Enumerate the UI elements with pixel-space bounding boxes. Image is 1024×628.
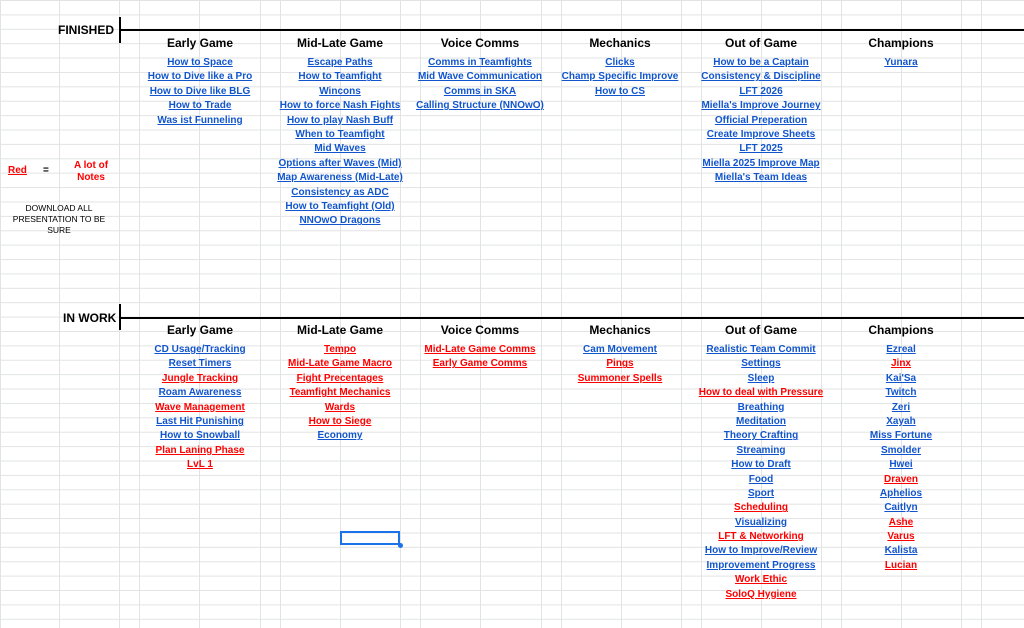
topic-list <box>831 56 971 70</box>
topic-link[interactable]: Wincons <box>319 85 361 97</box>
topic-list <box>130 56 270 128</box>
topic-link[interactable]: Varus <box>887 531 915 543</box>
topic-link[interactable]: Comms in SKA <box>443 85 517 97</box>
topic-list <box>691 56 831 186</box>
topic-link[interactable]: Cam Movement <box>583 344 657 355</box>
topic-link[interactable]: Clicks <box>605 57 635 68</box>
column-header: Early Game <box>166 323 234 337</box>
topic-link[interactable]: Miella's Improve Journey <box>701 100 821 112</box>
topic-link[interactable]: Mid Wave Communication <box>417 71 543 83</box>
column-header: Mid-Late Game <box>296 36 383 50</box>
topic-link[interactable]: Escape Paths <box>307 57 373 68</box>
topic-link[interactable]: Mid-Late Game Macro <box>288 358 392 370</box>
topic-link[interactable]: LvL 1 <box>187 459 213 471</box>
topic-link[interactable]: Yunara <box>884 57 918 68</box>
topic-link[interactable]: Comms in Teamfights <box>428 57 532 68</box>
topic-link[interactable]: How to Space <box>167 57 233 68</box>
fill-handle[interactable] <box>398 543 403 548</box>
topic-link[interactable]: Summoner Spells <box>577 372 663 384</box>
column-header: Early Game <box>166 36 234 50</box>
topic-link[interactable]: LFT & Networking <box>718 531 804 543</box>
column-header: Champions <box>868 323 934 337</box>
topic-link[interactable]: Was ist Funneling <box>157 114 243 126</box>
topic-link[interactable]: Settings <box>741 358 781 370</box>
topic-list <box>270 56 410 229</box>
topic-link[interactable]: How to Improve/Review <box>704 545 818 557</box>
topic-link[interactable]: Food <box>748 473 774 485</box>
topic-link[interactable]: Miella's Team Ideas <box>714 172 808 184</box>
topic-link[interactable]: Teamfight Mechanics <box>289 387 391 399</box>
topic-link[interactable]: Smolder <box>880 444 921 456</box>
topic-link[interactable]: Jungle Tracking <box>161 372 239 384</box>
download-note: DOWNLOAD ALL PRESENTATION TO BE SURE <box>12 203 106 235</box>
in-work-section-title: IN WORK <box>63 311 117 325</box>
topic-link[interactable]: Hwei <box>889 459 913 471</box>
topic-link[interactable]: How to Draft <box>731 459 791 471</box>
finished-divider-line <box>119 29 1024 31</box>
topic-link[interactable]: Jinx <box>890 358 911 370</box>
topic-link[interactable]: How to play Nash Buff <box>286 114 394 126</box>
legend-meaning: A lot of Notes <box>73 160 109 183</box>
column-header: Mid-Late Game <box>296 323 383 337</box>
topic-link[interactable]: Twitch <box>885 387 917 399</box>
topic-link[interactable]: Plan Laning Phase <box>155 444 245 456</box>
grid-line <box>59 0 60 628</box>
topic-link[interactable]: Lucian <box>884 559 918 571</box>
topic-link[interactable]: Early Game Comms <box>432 358 528 370</box>
topic-link[interactable]: Consistency as ADC <box>291 186 389 198</box>
in-work-divider-line <box>119 317 1024 319</box>
topic-link[interactable]: Zeri <box>891 401 911 413</box>
topic-link[interactable]: Options after Waves (Mid) <box>278 157 402 169</box>
topic-link[interactable]: Miss Fortune <box>869 430 933 442</box>
topic-link[interactable]: Champ Specific Improve <box>561 71 679 83</box>
topic-link[interactable]: Breathing <box>737 401 785 413</box>
topic-link[interactable]: How to Trade <box>168 100 232 112</box>
topic-link[interactable]: Meditation <box>736 415 786 427</box>
topic-link[interactable]: How to Snowball <box>160 430 240 442</box>
topic-link[interactable]: Draven <box>884 473 918 485</box>
topic-list <box>550 56 690 99</box>
topic-link[interactable]: How to Dive like BLG <box>149 85 251 97</box>
column-header: Mechanics <box>589 323 651 337</box>
topic-link[interactable]: CD Usage/Tracking <box>154 344 246 355</box>
legend-equals: = <box>43 165 49 176</box>
column-header: Out of Game <box>724 323 797 337</box>
column-header: Mechanics <box>589 36 651 50</box>
topic-link[interactable]: Wards <box>324 401 356 413</box>
topic-link[interactable]: Ezreal <box>886 344 916 355</box>
legend-red-label[interactable]: Red <box>8 165 27 176</box>
topic-list <box>270 343 410 444</box>
topic-link[interactable]: Mid Waves <box>314 143 366 155</box>
topic-link[interactable]: Caitlyn <box>884 502 918 514</box>
column-header: Voice Comms <box>440 323 520 337</box>
topic-link[interactable]: Ashe <box>888 516 914 528</box>
column-header: Champions <box>868 36 934 50</box>
topic-link[interactable]: How to deal with Pressure <box>698 387 824 399</box>
topic-link[interactable]: Reset Timers <box>168 358 232 370</box>
topic-link[interactable]: Last Hit Punishing <box>156 415 244 427</box>
grid-line <box>981 0 982 628</box>
topic-link[interactable]: Tempo <box>323 344 357 355</box>
topic-link[interactable]: Pings <box>606 358 634 370</box>
topic-link[interactable]: Sport <box>747 487 775 499</box>
topic-link[interactable]: LFT 2025 <box>739 143 783 155</box>
topic-link[interactable]: Economy <box>317 430 363 442</box>
topic-list <box>130 343 270 473</box>
topic-link[interactable]: How to Teamfight <box>298 71 382 83</box>
topic-list <box>831 343 971 573</box>
topic-link[interactable]: Streaming <box>736 444 786 456</box>
finished-section-title: FINISHED <box>58 23 115 37</box>
column-header: Out of Game <box>724 36 797 50</box>
selected-cell[interactable] <box>340 531 400 545</box>
topic-link[interactable]: When to Teamfight <box>295 128 385 140</box>
topic-link[interactable]: Miella 2025 Improve Map <box>702 157 820 169</box>
topic-link[interactable]: Consistency & Discipline <box>701 71 821 83</box>
topic-list <box>550 343 690 386</box>
topic-link[interactable]: Work Ethic <box>734 574 788 586</box>
topic-link[interactable]: Calling Structure (NNOwO) <box>416 100 544 112</box>
topic-link[interactable]: Xayah <box>886 415 916 427</box>
topic-link[interactable]: How to Teamfight (Old) <box>285 200 395 212</box>
topic-link[interactable]: Wave Management <box>155 401 245 413</box>
topic-link[interactable]: Visualizing <box>734 516 788 528</box>
topic-link[interactable]: Kai'Sa <box>885 372 917 384</box>
topic-link[interactable]: Improvement Progress <box>706 559 816 571</box>
topic-link[interactable]: Realistic Team Commit <box>706 344 816 355</box>
topic-link[interactable]: Map Awareness (Mid-Late) <box>277 172 403 184</box>
topic-link[interactable]: Official Preperation <box>714 114 808 126</box>
topic-list <box>410 56 550 114</box>
topic-link[interactable]: Fight Precentages <box>296 372 384 384</box>
topic-link[interactable]: Kalista <box>884 545 918 557</box>
topic-list <box>691 343 831 602</box>
topic-link[interactable]: SoloQ Hygiene <box>725 588 797 600</box>
topic-link[interactable]: Sleep <box>747 372 775 384</box>
topic-link[interactable]: Create Improve Sheets <box>706 128 816 140</box>
topic-link[interactable]: How to Siege <box>308 415 372 427</box>
topic-link[interactable]: How to Dive like a Pro <box>147 71 253 83</box>
topic-link[interactable]: Roam Awareness <box>158 387 242 399</box>
topic-link[interactable]: Scheduling <box>734 502 788 514</box>
topic-link[interactable]: How to CS <box>595 85 645 97</box>
topic-link[interactable]: Aphelios <box>879 487 923 499</box>
column-header: Voice Comms <box>440 36 520 50</box>
topic-link[interactable]: How to force Nash Fights <box>279 100 401 112</box>
topic-link[interactable]: Mid-Late Game Comms <box>424 344 536 355</box>
topic-link[interactable]: How to be a Captain <box>713 57 809 68</box>
topic-link[interactable]: NNOwO Dragons <box>299 215 381 227</box>
topic-link[interactable]: LFT 2026 <box>739 85 783 97</box>
topic-list <box>410 343 550 372</box>
topic-link[interactable]: Theory Crafting <box>723 430 799 442</box>
